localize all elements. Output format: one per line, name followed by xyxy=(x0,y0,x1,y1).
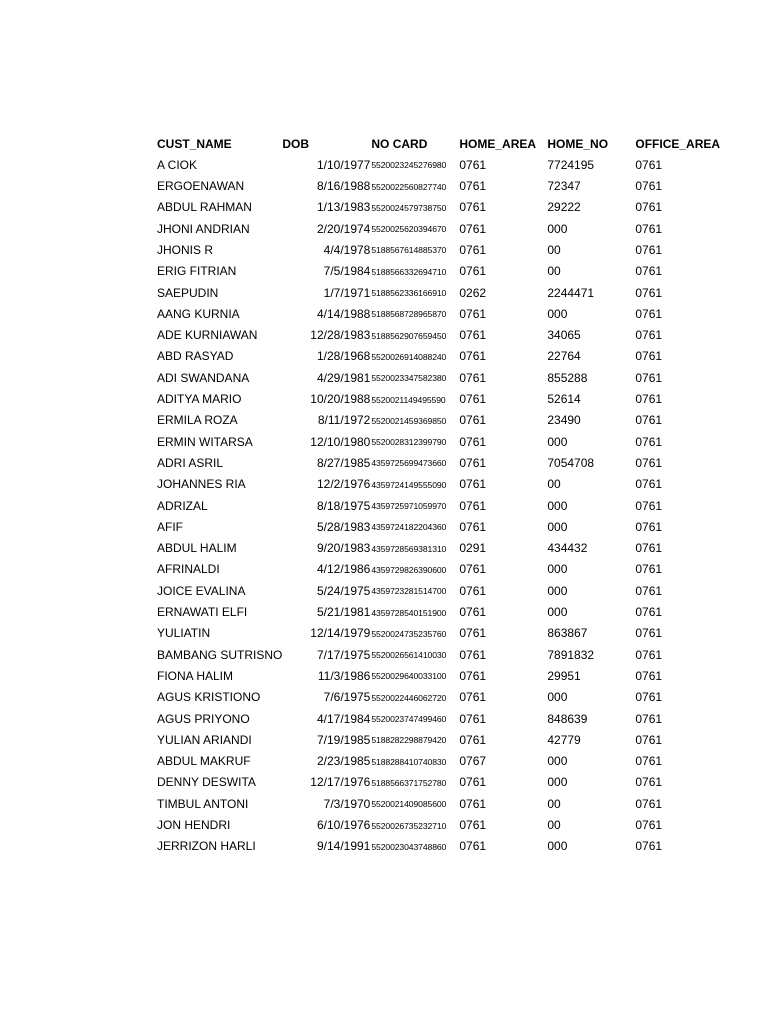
home-no-cell: 000 xyxy=(547,690,568,705)
cust-name-cell: FIONA HALIM xyxy=(157,668,234,683)
no-card-value: 5188566332694710 xyxy=(371,266,447,277)
cust-name-cell: AANG KURNIA xyxy=(157,306,240,321)
dob-cell: 8/11/1972 xyxy=(317,413,371,428)
no-card-cell xyxy=(371,239,459,260)
cust-name-cell: ADE KURNIAWAN xyxy=(157,328,258,343)
home-no-cell: 000 xyxy=(547,221,568,236)
no-card-cell xyxy=(371,282,459,303)
home-area-cell: 0767 xyxy=(459,754,487,769)
table-row xyxy=(157,665,723,686)
column-header-home-no: HOME_NO xyxy=(547,137,609,151)
cust-name-cell: ABDUL HALIM xyxy=(157,541,237,556)
home-no-cell: 000 xyxy=(547,562,568,577)
cust-name-cell: ERNAWATI ELFI xyxy=(157,605,248,620)
home-area-cell: 0761 xyxy=(459,605,487,620)
table-row xyxy=(157,687,723,708)
no-card-cell xyxy=(371,602,459,623)
office-area-cell: 0761 xyxy=(635,732,663,747)
dob-cell: 8/18/1975 xyxy=(316,498,371,513)
home-area-cell: 0761 xyxy=(459,583,487,598)
no-card-cell xyxy=(371,687,459,708)
home-no-cell: 2244471 xyxy=(547,285,595,300)
cust-name-cell: AFRINALDI xyxy=(157,562,220,577)
dob-cell: 8/16/1988 xyxy=(316,179,371,194)
home-area-cell: 0761 xyxy=(459,328,487,343)
table-row xyxy=(157,303,723,324)
table-row xyxy=(157,708,723,729)
office-area-cell: 0761 xyxy=(635,477,663,492)
dob-cell: 4/12/1986 xyxy=(316,562,371,577)
home-area-cell: 0761 xyxy=(459,392,487,407)
table-row xyxy=(157,218,723,239)
home-no-cell: 000 xyxy=(547,434,568,449)
home-area-cell: 0761 xyxy=(459,562,487,577)
office-area-cell: 0761 xyxy=(635,562,663,577)
table-body xyxy=(157,154,723,857)
home-no-cell: 00 xyxy=(547,477,561,492)
office-area-cell: 0761 xyxy=(635,690,663,705)
no-card-cell xyxy=(371,367,459,388)
office-area-cell: 0761 xyxy=(635,455,663,470)
no-card-cell xyxy=(371,303,459,324)
home-area-cell: 0761 xyxy=(459,690,487,705)
no-card-value: 5520021459369850 xyxy=(371,415,447,426)
table-row xyxy=(157,239,723,260)
no-card-value: 5188288410740830 xyxy=(371,756,447,767)
cust-name-cell: AGUS KRISTIONO xyxy=(157,690,261,705)
cust-name-cell: SAEPUDIN xyxy=(157,285,219,300)
home-no-cell: 000 xyxy=(547,583,568,598)
office-area-cell: 0761 xyxy=(635,583,663,598)
home-no-cell: 000 xyxy=(547,498,568,513)
home-no-cell: 42779 xyxy=(547,732,581,747)
table-row xyxy=(157,197,723,218)
home-area-cell: 0761 xyxy=(459,498,487,513)
table-row xyxy=(157,325,723,346)
table-row xyxy=(157,729,723,750)
no-card-cell xyxy=(371,154,459,175)
dob-cell: 6/10/1976 xyxy=(316,818,371,832)
no-card-cell xyxy=(371,729,459,750)
no-card-cell xyxy=(371,751,459,772)
home-no-cell: 848639 xyxy=(547,711,588,726)
office-area-cell: 0761 xyxy=(635,775,663,790)
no-card-value: 5188562336166910 xyxy=(371,288,447,299)
no-card-cell xyxy=(371,580,459,601)
home-area-cell: 0761 xyxy=(459,370,487,385)
table-row xyxy=(157,389,723,410)
table-row xyxy=(157,623,723,644)
table-row xyxy=(157,367,723,388)
cust-name-cell: ADITYA MARIO xyxy=(157,392,242,407)
home-area-cell: 0761 xyxy=(459,221,487,236)
home-no-cell: 000 xyxy=(547,519,568,534)
table-row xyxy=(157,815,723,836)
no-card-cell xyxy=(371,452,459,473)
office-area-cell: 0761 xyxy=(635,519,663,534)
home-area-cell: 0761 xyxy=(459,455,487,470)
no-card-value: 4359728540151900 xyxy=(371,607,447,618)
cust-name-cell: ERMILA ROZA xyxy=(157,413,238,428)
no-card-cell xyxy=(371,623,459,644)
no-card-cell xyxy=(371,431,459,452)
cust-name-cell: YULIAN ARIANDI xyxy=(157,732,252,747)
home-no-cell: 72347 xyxy=(547,179,581,194)
no-card-cell xyxy=(371,538,459,559)
table-row xyxy=(157,176,723,197)
dob-cell: 10/20/1988 xyxy=(310,392,371,407)
dob-cell: 4/14/1988 xyxy=(316,306,371,321)
no-card-value: 5188568728965870 xyxy=(371,309,447,320)
dob-cell: 7/19/1985 xyxy=(316,732,371,747)
dob-cell: 12/14/1979 xyxy=(310,626,371,641)
home-area-cell: 0761 xyxy=(459,264,487,279)
no-card-value: 5520023245276980 xyxy=(371,160,447,171)
home-area-cell: 0761 xyxy=(459,711,487,726)
cust-name-cell: JHONIS R xyxy=(157,242,214,257)
no-card-cell xyxy=(371,325,459,346)
dob-cell: 1/10/1977 xyxy=(316,157,371,172)
home-no-cell: 000 xyxy=(547,605,568,620)
no-card-cell xyxy=(371,389,459,410)
no-card-value: 5520026914088240 xyxy=(371,351,447,362)
office-area-cell: 0761 xyxy=(635,605,663,620)
home-no-cell: 000 xyxy=(547,306,568,321)
office-area-cell: 0761 xyxy=(635,221,663,236)
no-card-cell xyxy=(371,708,459,729)
office-area-cell: 0761 xyxy=(635,413,663,428)
office-area-cell: 0761 xyxy=(635,264,663,279)
dob-cell: 7/5/1984 xyxy=(323,264,371,279)
dob-cell: 11/3/1986 xyxy=(317,668,371,683)
no-card-value: 5520021149495590 xyxy=(371,394,446,405)
cust-name-cell: ABDUL RAHMAN xyxy=(157,200,252,215)
table-row xyxy=(157,282,723,303)
home-no-cell: 863867 xyxy=(547,626,588,641)
home-area-cell: 0761 xyxy=(459,668,487,683)
office-area-cell: 0761 xyxy=(635,541,663,556)
home-area-cell: 0761 xyxy=(459,796,487,811)
no-card-value: 5520022560827740 xyxy=(371,181,447,192)
no-card-value: 5520025620394670 xyxy=(371,224,447,235)
customer-table xyxy=(157,134,723,857)
dob-cell: 4/29/1981 xyxy=(316,370,371,385)
home-no-cell: 22764 xyxy=(547,349,581,364)
cust-name-cell: JHONI ANDRIAN xyxy=(157,221,250,236)
no-card-value: 5188562907659450 xyxy=(371,330,447,341)
table-row xyxy=(157,474,723,495)
dob-cell: 7/17/1975 xyxy=(316,647,371,662)
dob-cell: 1/28/1968 xyxy=(316,349,371,364)
cust-name-cell: ADRI ASRIL xyxy=(157,455,224,470)
office-area-cell: 0761 xyxy=(635,434,663,449)
no-card-value: 5520028312399790 xyxy=(371,437,447,448)
dob-cell: 4/4/1978 xyxy=(323,242,371,257)
table-row xyxy=(157,559,723,580)
no-card-value: 5520022446062720 xyxy=(371,692,447,703)
no-card-cell xyxy=(371,772,459,793)
office-area-cell: 0761 xyxy=(635,370,663,385)
dob-cell: 12/10/1980 xyxy=(310,434,371,449)
column-header-office-area: OFFICE_AREA xyxy=(635,137,721,151)
home-area-cell: 0761 xyxy=(459,349,487,364)
cust-name-cell: A CIOK xyxy=(157,157,198,172)
home-no-cell: 00 xyxy=(547,264,561,279)
table-row xyxy=(157,644,723,665)
office-area-cell: 0761 xyxy=(635,818,663,832)
cust-name-cell: JON HENDRI xyxy=(157,818,231,832)
home-area-cell: 0761 xyxy=(459,200,487,215)
no-card-value: 5520023347582380 xyxy=(371,373,447,384)
office-area-cell: 0761 xyxy=(635,242,663,257)
office-area-cell: 0761 xyxy=(635,200,663,215)
table-row xyxy=(157,836,723,857)
no-card-cell xyxy=(371,474,459,495)
no-card-value: 4359724149555090 xyxy=(371,479,447,490)
home-no-cell: 00 xyxy=(547,796,561,811)
office-area-cell: 0761 xyxy=(635,157,663,172)
home-no-cell: 855288 xyxy=(547,370,588,385)
cust-name-cell: DENNY DESWITA xyxy=(157,775,256,790)
table-row xyxy=(157,261,723,282)
no-card-value: 5520026561410030 xyxy=(371,650,447,661)
table-row xyxy=(157,516,723,537)
table-row xyxy=(157,751,723,772)
office-area-cell: 0761 xyxy=(635,285,663,300)
no-card-value: 5188566371752780 xyxy=(371,777,447,788)
no-card-cell xyxy=(371,197,459,218)
no-card-cell xyxy=(371,836,459,857)
cust-name-cell: TIMBUL ANTONI xyxy=(157,796,249,811)
cust-name-cell: BAMBANG SUTRISNO xyxy=(157,647,283,662)
dob-cell: 12/28/1983 xyxy=(310,328,371,343)
dob-cell: 5/21/1981 xyxy=(316,605,371,620)
no-card-cell xyxy=(371,644,459,665)
no-card-value: 4359724182204360 xyxy=(371,522,447,533)
column-header-no-card: NO CARD xyxy=(371,137,428,151)
no-card-cell xyxy=(371,559,459,580)
office-area-cell: 0761 xyxy=(635,306,663,321)
cust-name-cell: ERMIN WITARSA xyxy=(157,434,253,449)
home-no-cell: 000 xyxy=(547,839,568,854)
column-header-home-area: HOME_AREA xyxy=(459,137,537,151)
home-area-cell: 0761 xyxy=(459,519,487,534)
home-no-cell: 23490 xyxy=(547,413,581,428)
dob-cell: 12/17/1976 xyxy=(310,775,371,790)
cust-name-cell: JOHANNES RIA xyxy=(157,477,246,492)
home-area-cell: 0761 xyxy=(459,306,487,321)
cust-name-cell: ADRIZAL xyxy=(157,498,208,513)
home-area-cell: 0761 xyxy=(459,626,487,641)
office-area-cell: 0761 xyxy=(635,754,663,769)
no-card-value: 4359728569381310 xyxy=(371,543,447,554)
dob-cell: 5/24/1975 xyxy=(316,583,371,598)
dob-cell: 5/28/1983 xyxy=(316,519,371,534)
no-card-value: 5520029640033100 xyxy=(371,671,447,682)
table-row xyxy=(157,602,723,623)
home-area-cell: 0761 xyxy=(459,732,487,747)
home-no-cell: 000 xyxy=(547,775,568,790)
no-card-cell xyxy=(371,665,459,686)
office-area-cell: 0761 xyxy=(635,839,663,854)
column-header-dob: DOB xyxy=(282,137,310,151)
home-area-cell: 0262 xyxy=(459,285,487,300)
cust-name-cell: AFIF xyxy=(157,519,183,534)
office-area-cell: 0761 xyxy=(635,668,663,683)
cust-name-cell: JERRIZON HARLI xyxy=(157,839,256,854)
office-area-cell: 0761 xyxy=(635,349,663,364)
table-row xyxy=(157,793,723,814)
dob-cell: 2/20/1974 xyxy=(316,221,371,236)
no-card-value: 5520023043748860 xyxy=(371,841,447,852)
no-card-value: 5520021409085600 xyxy=(371,799,447,810)
cust-name-cell: ABDUL MAKRUF xyxy=(157,754,251,769)
home-no-cell: 52614 xyxy=(547,392,581,407)
dob-cell: 7/3/1970 xyxy=(323,796,371,811)
table-row xyxy=(157,410,723,431)
no-card-cell xyxy=(371,346,459,367)
table-row xyxy=(157,538,723,559)
table-row xyxy=(157,346,723,367)
no-card-cell xyxy=(371,793,459,814)
cust-name-cell: AGUS PRIYONO xyxy=(157,711,250,726)
no-card-cell xyxy=(371,176,459,197)
dob-cell: 1/13/1983 xyxy=(316,200,371,215)
office-area-cell: 0761 xyxy=(635,498,663,513)
home-no-cell: 7724195 xyxy=(547,157,595,172)
no-card-value: 4359723281514700 xyxy=(371,586,447,597)
cust-name-cell: ABD RASYAD xyxy=(157,349,234,364)
home-no-cell: 00 xyxy=(547,242,561,257)
no-card-value: 5520024579738750 xyxy=(371,202,447,213)
dob-cell: 12/2/1976 xyxy=(316,477,371,492)
no-card-value: 4359729826390600 xyxy=(371,564,447,575)
dob-cell: 8/27/1985 xyxy=(316,455,371,470)
home-area-cell: 0761 xyxy=(459,818,487,832)
cust-name-cell: ERIG FITRIAN xyxy=(157,264,237,279)
table-row xyxy=(157,154,723,175)
no-card-value: 5520026735232710 xyxy=(371,820,447,831)
home-area-cell: 0291 xyxy=(459,541,487,556)
cust-name-cell: ADI SWANDANA xyxy=(157,370,250,385)
home-area-cell: 0761 xyxy=(459,839,487,854)
office-area-cell: 0761 xyxy=(635,179,663,194)
no-card-cell xyxy=(371,410,459,431)
home-no-cell: 000 xyxy=(547,754,568,769)
dob-cell: 7/6/1975 xyxy=(323,690,371,705)
home-area-cell: 0761 xyxy=(459,413,487,428)
home-no-cell: 7054708 xyxy=(547,455,595,470)
home-no-cell: 34065 xyxy=(547,328,581,343)
home-area-cell: 0761 xyxy=(459,434,487,449)
cust-name-cell: ERGOENAWAN xyxy=(157,179,245,194)
home-area-cell: 0761 xyxy=(459,157,487,172)
cust-name-cell: YULIATIN xyxy=(157,626,211,641)
column-header-cust-name: CUST_NAME xyxy=(157,137,232,151)
home-no-cell: 29222 xyxy=(547,200,581,215)
office-area-cell: 0761 xyxy=(635,711,663,726)
dob-cell: 9/20/1983 xyxy=(316,541,371,556)
no-card-cell xyxy=(371,516,459,537)
dob-cell: 2/23/1985 xyxy=(316,754,371,769)
header-row xyxy=(157,134,723,154)
home-area-cell: 0761 xyxy=(459,179,487,194)
table-row xyxy=(157,495,723,516)
table-row xyxy=(157,580,723,601)
no-card-value: 5520023747499460 xyxy=(371,714,447,725)
office-area-cell: 0761 xyxy=(635,626,663,641)
no-card-cell xyxy=(371,261,459,282)
no-card-value: 5188282298879420 xyxy=(371,735,447,746)
no-card-value: 4359725699473660 xyxy=(371,458,447,469)
home-no-cell: 7891832 xyxy=(547,647,595,662)
home-no-cell: 29951 xyxy=(547,668,581,683)
office-area-cell: 0761 xyxy=(635,796,663,811)
office-area-cell: 0761 xyxy=(635,392,663,407)
no-card-cell xyxy=(371,815,459,836)
no-card-cell xyxy=(371,495,459,516)
table-row xyxy=(157,431,723,452)
home-area-cell: 0761 xyxy=(459,775,487,790)
no-card-value: 5188567614885370 xyxy=(371,245,447,256)
table-row xyxy=(157,452,723,473)
cust-name-cell: JOICE EVALINA xyxy=(157,583,246,598)
no-card-value: 5520024735235760 xyxy=(371,628,447,639)
home-area-cell: 0761 xyxy=(459,242,487,257)
home-no-cell: 00 xyxy=(547,818,561,832)
dob-cell: 1/7/1971 xyxy=(323,285,371,300)
home-area-cell: 0761 xyxy=(459,477,487,492)
home-no-cell: 434432 xyxy=(547,541,588,556)
no-card-value: 4359725971059970 xyxy=(371,501,447,512)
dob-cell: 4/17/1984 xyxy=(316,711,371,726)
dob-cell: 9/14/1991 xyxy=(316,839,371,854)
home-area-cell: 0761 xyxy=(459,647,487,662)
office-area-cell: 0761 xyxy=(635,647,663,662)
table-row xyxy=(157,772,723,793)
no-card-cell xyxy=(371,218,459,239)
office-area-cell: 0761 xyxy=(635,328,663,343)
